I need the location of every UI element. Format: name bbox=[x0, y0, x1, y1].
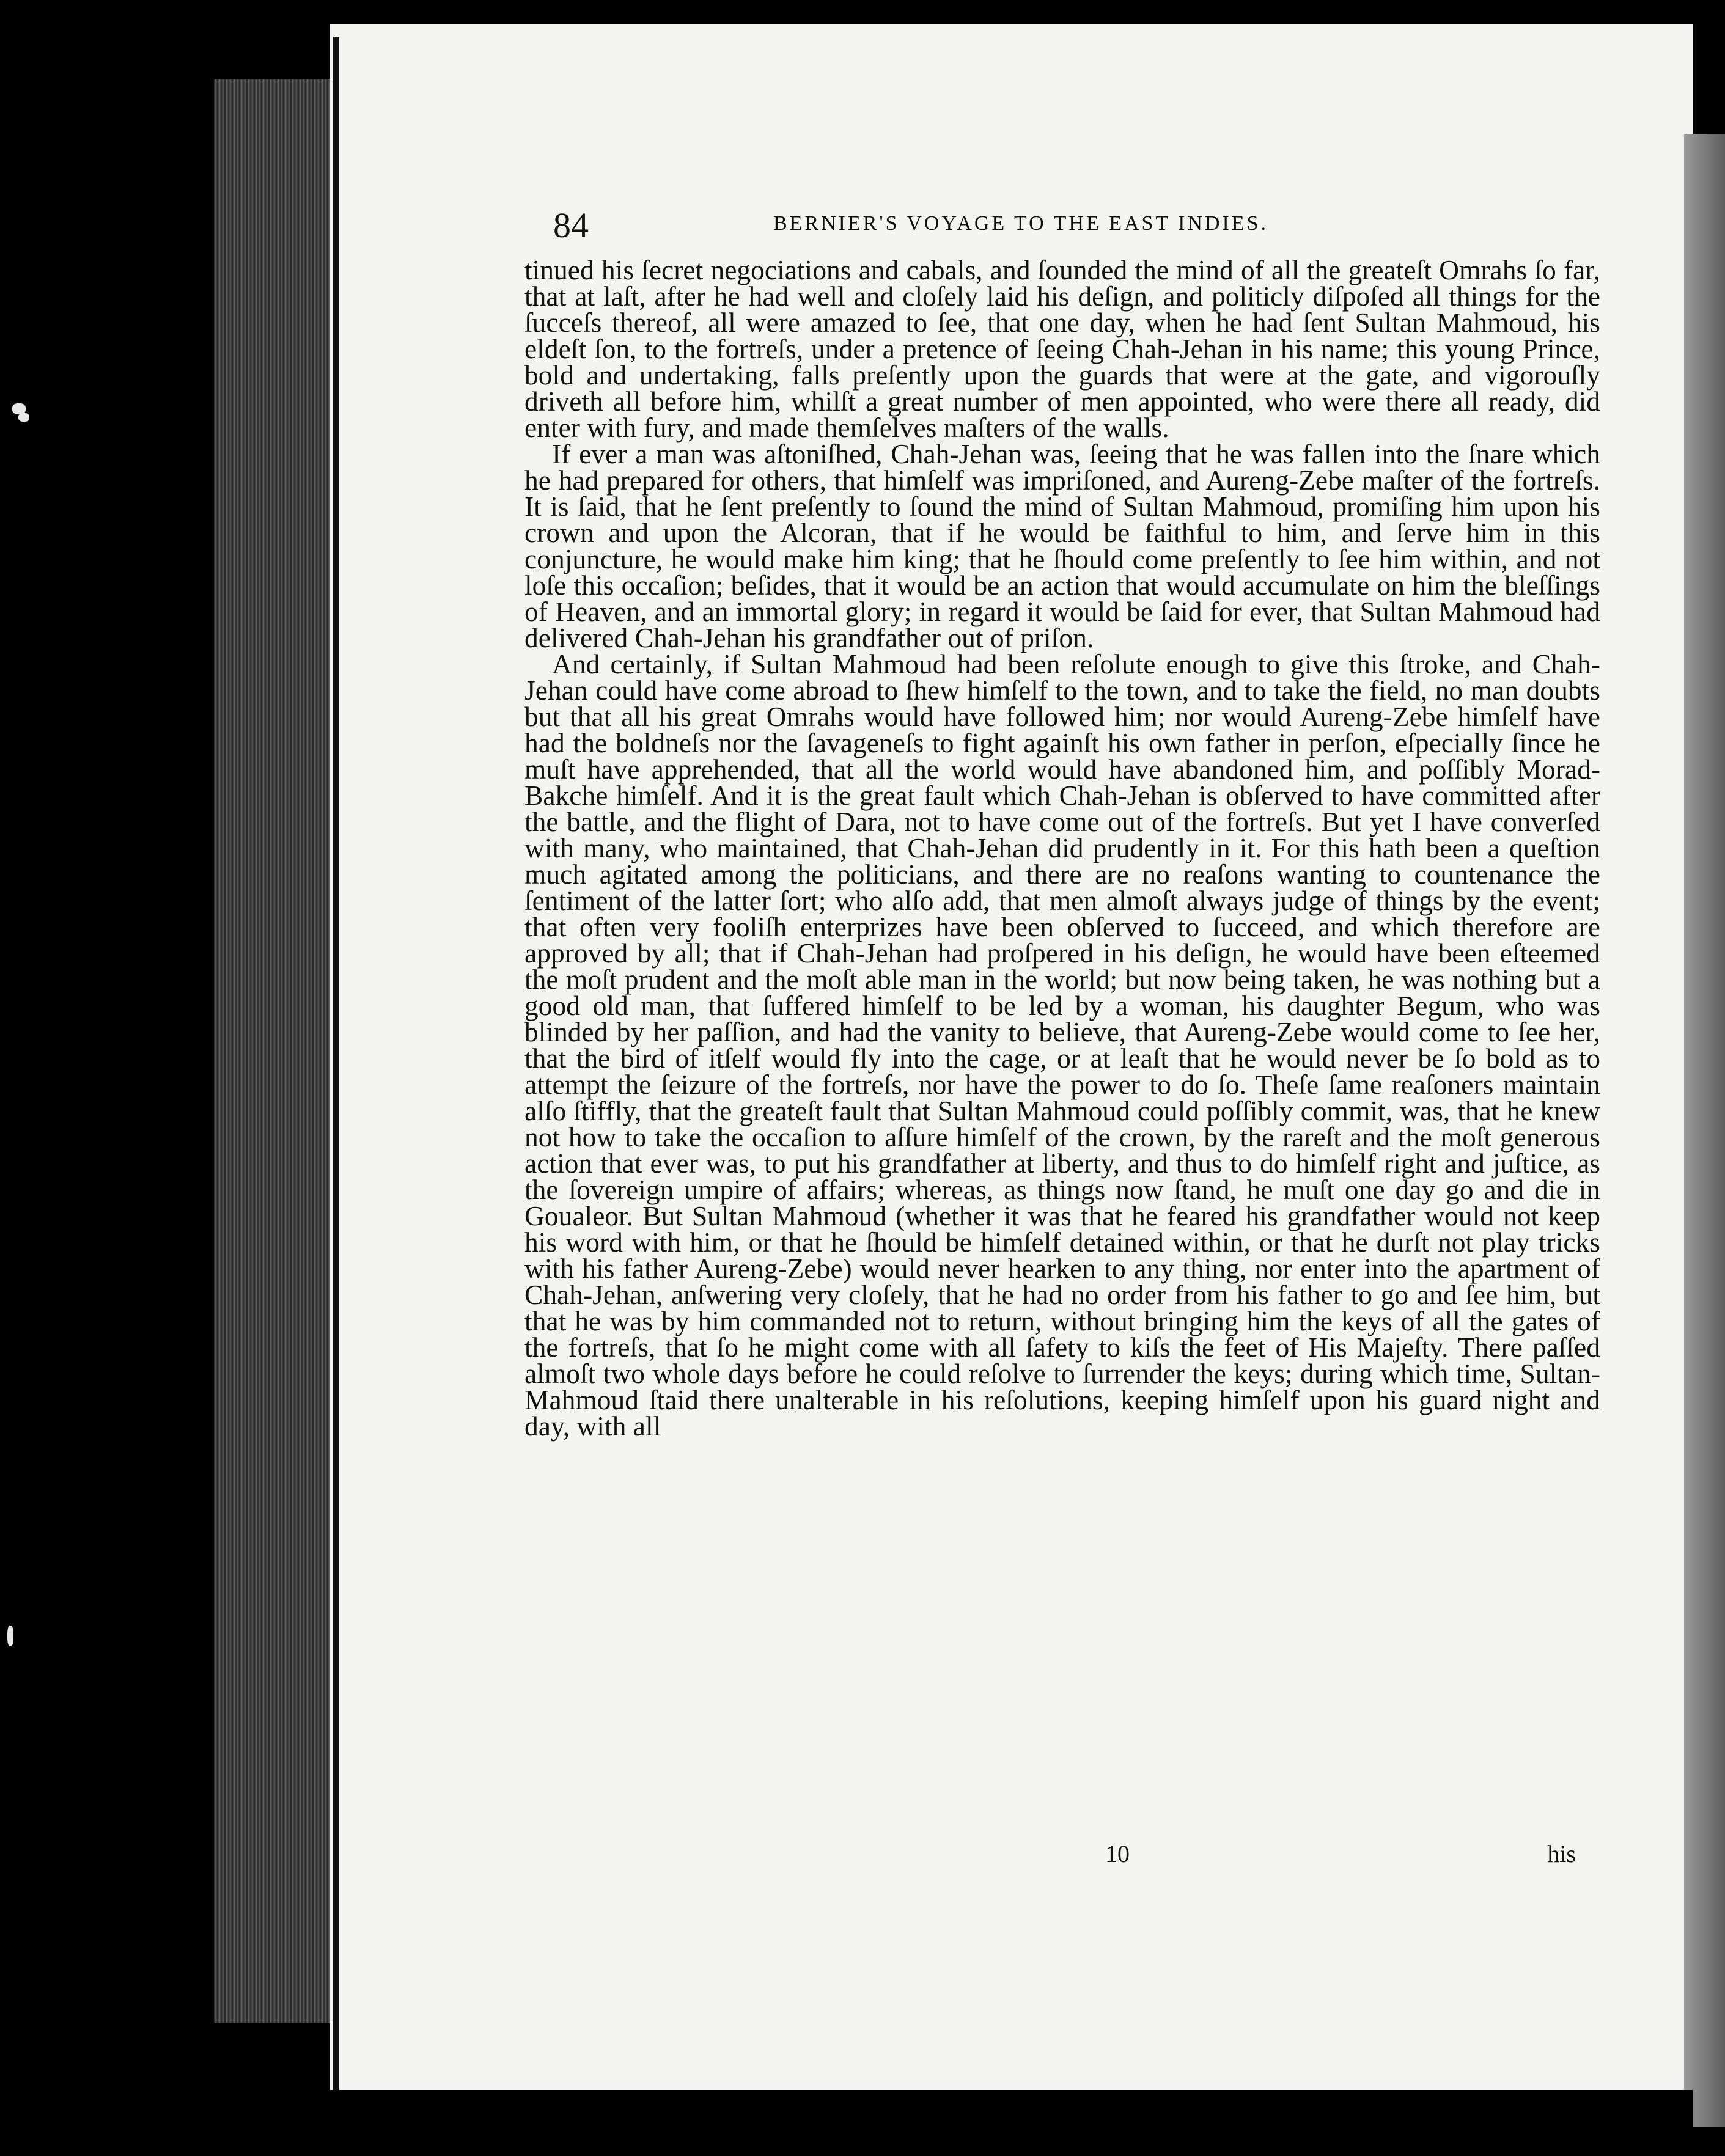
gutter-shadow bbox=[333, 37, 339, 2102]
page-footer bbox=[524, 1839, 1576, 1870]
running-head: BERNIER'S VOYAGE TO THE EAST INDIES. bbox=[773, 212, 1269, 235]
signature-mark: 10 bbox=[1105, 1840, 1130, 1868]
page-header bbox=[553, 205, 1611, 248]
page-number: 84 bbox=[553, 205, 589, 245]
book-spine-edge bbox=[214, 79, 336, 2023]
facing-page-edge bbox=[1684, 134, 1725, 2127]
paragraph: If ever a man was aſtoniſhed, Chah-Jehan was, ſeeing that he was fallen into the ſnare which he had prepared for others, that himſelf was impriſoned, and Aureng-Zebe maſter of the fortreſs. It is ſaid, that he ſent preſently to ſound the mind of Sultan Mahmoud, promiſing him upon his crown and upon the Alcoran, that if he would be faithful to him, and ſerve him in this conjuncture, he would make him king; that he ſhould come preſently to ſee him within, and not loſe this occaſion; beſides, that it would be an action that would accumulate on him the bleſſings of Heaven, and an immortal glory; in regard it would be ſaid for ever, that Sultan Mahmoud had delivered Chah-Jehan his grandfather out of priſon. bbox=[524, 438, 1600, 653]
body-text bbox=[524, 254, 1600, 1442]
margin-speck bbox=[18, 413, 29, 422]
catchword: his bbox=[1547, 1840, 1576, 1868]
paragraph: tinued his ſecret negociations and cabals, and ſounded the mind of all the greateſt Omrahs ſo far, that at laſt, after he had well and cloſely laid his deſign, and politicly diſpoſed all things for the ſucceſs thereof, all were amazed to ſee, that one day, when he had ſent Sultan Mahmoud, his eldeſt ſon, to the fortreſs, under a pretence of ſeeing Chah-Jehan in his name; this young Prince, bold and undertaking, falls preſently upon the guards that were at the gate, and vigorouſly driveth all before him, whilſt a great number of men appointed, who were there all ready, did enter with fury, and made themſelves maſters of the walls. bbox=[524, 254, 1600, 443]
margin-speck bbox=[7, 1626, 13, 1646]
paragraph: And certainly, if Sultan Mahmoud had been reſolute enough to give this ſtroke, and Chah-Jehan could have come abroad to ſhew himſelf to the town, and to take the field, no man doubts but that all his great Omrahs would have followed him; nor would Aureng-Zebe himſelf have had the boldneſs nor the ſavageneſs to fight againſt his own father in perſon, eſpecially ſince he muſt have apprehended, that all the world would have abandoned him, and poſſibly Morad-Bakche himſelf. And it is the great fault which Chah-Jehan is obſerved to have committed after the battle, and the flight of Dara, not to have come out of the fortreſs. But yet I have converſed with many, who maintained, that Chah-Jehan did prudently in it. For this hath been a queſtion much agitated among the politicians, and there are no reaſons wanting to countenance the ſentiment of the latter ſort; who alſo add, that men almoſt always judge of things by the event; that often very fooliſh enterprizes have been obſerved to ſucceed, and which therefore are approved by all; that if Chah-Jehan had proſpered in his deſign, he would have been eſteemed the moſt prudent and the moſt able man in the world; but now being taken, he was nothing but a good old man, that ſuffered himſelf to be led by a woman, his daughter Begum, who was blinded by her paſſion, and had the vanity to believe, that Aureng-Zebe would come to ſee her, that the bird of itſelf would fly into the cage, or at leaſt that he would never be ſo bold as to attempt the ſeizure of the fortreſs, nor have the power to do ſo. Theſe ſame reaſoners maintain alſo ſtiffly, that the greateſt fault that Sultan Mahmoud could poſſibly commit, was, that he knew not how to take the occaſion to aſſure himſelf of the crown, by the rareſt and the moſt generous action that ever was, to put his grandfather at liberty, and thus to do himſelf right and juſtice, as the ſovereign umpire of affairs; whereas, as things now ſtand, he muſt one day go and die in Goualeor. But Sultan Mahmoud (whether it was that he feared his grandfather would not keep his word with him, or that he ſhould be himſelf detained within, or that he durſt not play tricks with his father Aureng-Zebe) would never hearken to any thing, nor enter into the apartment of Chah-Jehan, anſwering very cloſely, that he had no order from his father to go and ſee him, but that he was by him commanded not to return, without bringing him the keys of all the gates of the fortreſs, that ſo he might come with all ſafety to kiſs the feet of His Majeſty. There paſſed almoſt two whole days before he could reſolve to ſurrender the keys; during which time, Sultan-Mahmoud ſtaid there unalterable in his reſolutions, keeping himſelf upon his guard night and day, with all bbox=[524, 648, 1600, 1442]
bottom-shadow bbox=[330, 2090, 1693, 2156]
